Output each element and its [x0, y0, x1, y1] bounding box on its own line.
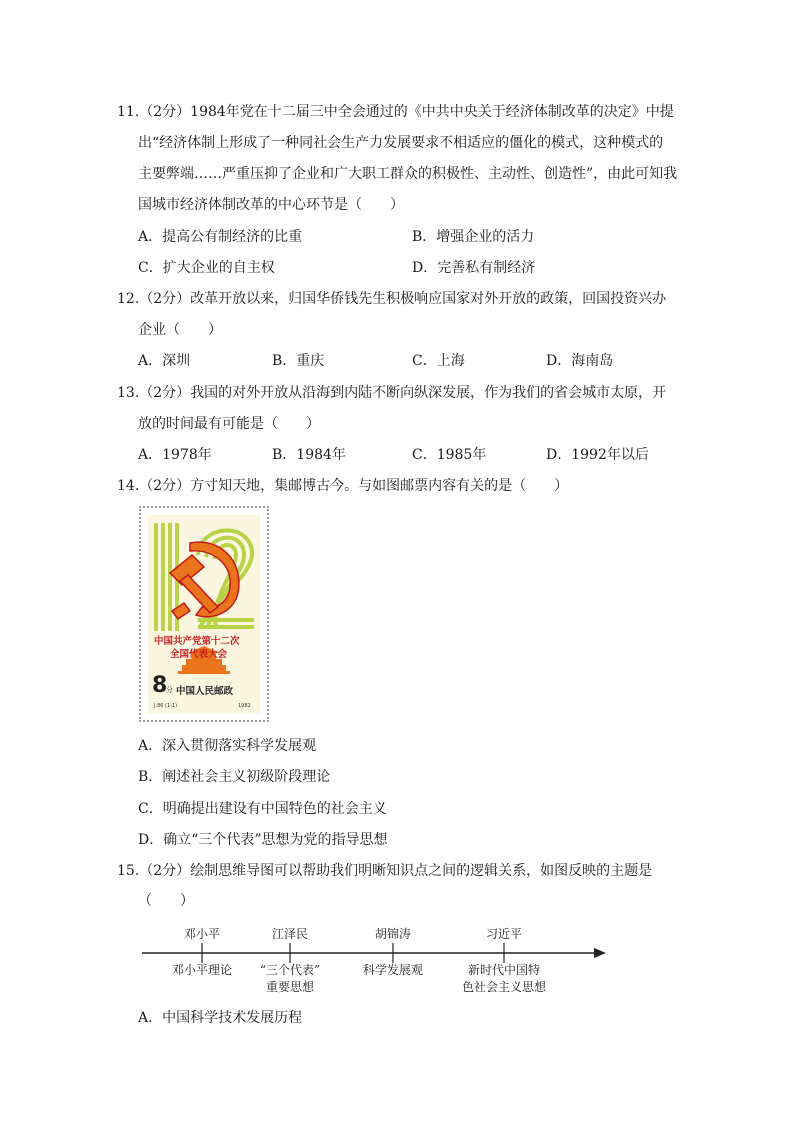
question-14-option-c: C．明确提出建设有中国特色的社会主义 — [138, 801, 387, 817]
question-12-option-c: C．上海 — [412, 353, 465, 369]
timeline-theory-3: 科学发展观 — [362, 963, 423, 977]
question-11-stem-line: 主要弊端……严重压抑了企业和广大职工群众的积极性、主动性、创造性”，由此可知我 — [138, 166, 678, 182]
arrow-head-icon — [594, 948, 606, 958]
question-12-stem-line: 企业（ ） — [138, 322, 222, 338]
stamp-title-line2: 全国代表大会 — [170, 649, 228, 660]
stamp-code: J.86 (1-1) — [154, 703, 178, 709]
timeline-leader-1: 邓小平 — [183, 927, 220, 941]
timeline-theory-4-line1: 新时代中国特 — [467, 963, 540, 977]
timeline-leader-4: 习近平 — [485, 927, 522, 941]
stamp-artwork — [148, 515, 260, 713]
question-11-option-a: A．提高公有制经济的比重 — [138, 229, 303, 245]
stamp-title-line1: 中国共产党第十二次 — [154, 636, 240, 647]
stamp-post-label: 中国人民邮政 — [176, 686, 234, 697]
timeline-leader-2: 江泽民 — [271, 927, 308, 941]
question-11-option-b: B．增强企业的活力 — [412, 229, 535, 245]
stamp-denomination: 8 — [152, 673, 168, 698]
timeline-theory-2-line1: “三个代表” — [259, 963, 321, 977]
question-11-option-c: C．扩大企业的自主权 — [138, 260, 275, 276]
stamp-image — [139, 506, 269, 722]
question-13-option-c: C．1985年 — [412, 447, 487, 463]
question-12-option-d: D．海南岛 — [546, 353, 614, 369]
timeline-theory-1: 邓小平理论 — [171, 963, 232, 977]
stamp-unit: 分 — [166, 686, 173, 694]
question-12-option-a: A．深圳 — [138, 353, 191, 369]
question-14-option-b: B．阐述社会主义初级阶段理论 — [138, 769, 331, 785]
timeline-theory-2-line2: 重要思想 — [265, 980, 314, 994]
timeline-theory-4-line2: 色社会主义思想 — [461, 980, 546, 994]
timeline-leader-3: 胡锦涛 — [374, 927, 411, 941]
question-11-stem-line: 11.（2分）1984年党在十二届三中全会通过的《中共中央关于经济体制改革的决定》中提 — [117, 104, 674, 120]
question-15-stem-line: 15.（2分）绘制思维导图可以帮助我们明晰知识点之间的逻辑关系，如图反映的主题是 — [117, 863, 653, 879]
question-11-option-d: D．完善私有制经济 — [412, 260, 536, 276]
question-15-stem-line: （ ） — [138, 893, 194, 909]
question-13-option-a: A．1978年 — [138, 447, 212, 463]
question-14-stem-line: 14.（2分）方寸知天地，集邮博古今。与如图邮票内容有关的是（ ） — [117, 478, 569, 494]
question-13-option-b: B．1984年 — [272, 447, 346, 463]
stamp-year: 1982 — [238, 703, 251, 709]
question-13-option-d: D．1992年以后 — [546, 447, 649, 463]
question-12-stem-line: 12.（2分）改革开放以来，归国华侨钱先生积极响应国家对外开放的政策，回国投资兴办 — [117, 291, 667, 307]
question-13-stem-line: 放的时间最有可能是（ ） — [138, 416, 320, 432]
question-14-option-a: A．深入贯彻落实科学发展观 — [138, 738, 317, 754]
question-15-option-a: A．中国科学技术发展历程 — [138, 1010, 303, 1026]
question-14-option-d: D．确立“三个代表”思想为党的指导思想 — [138, 832, 388, 848]
question-13-stem-line: 13.（2分）我国的对外开放从沿海到内陆不断向纵深发展，作为我们的省会城市太原，开 — [117, 385, 667, 401]
question-11-stem-line: 国城市经济体制改革的中心环节是（ ） — [138, 197, 404, 213]
question-12-option-b: B．重庆 — [272, 353, 325, 369]
question-11-stem-line: 出“经济体制上形成了一种同社会生产力发展要求不相适应的僵化的模式，这种模式的 — [138, 135, 664, 151]
